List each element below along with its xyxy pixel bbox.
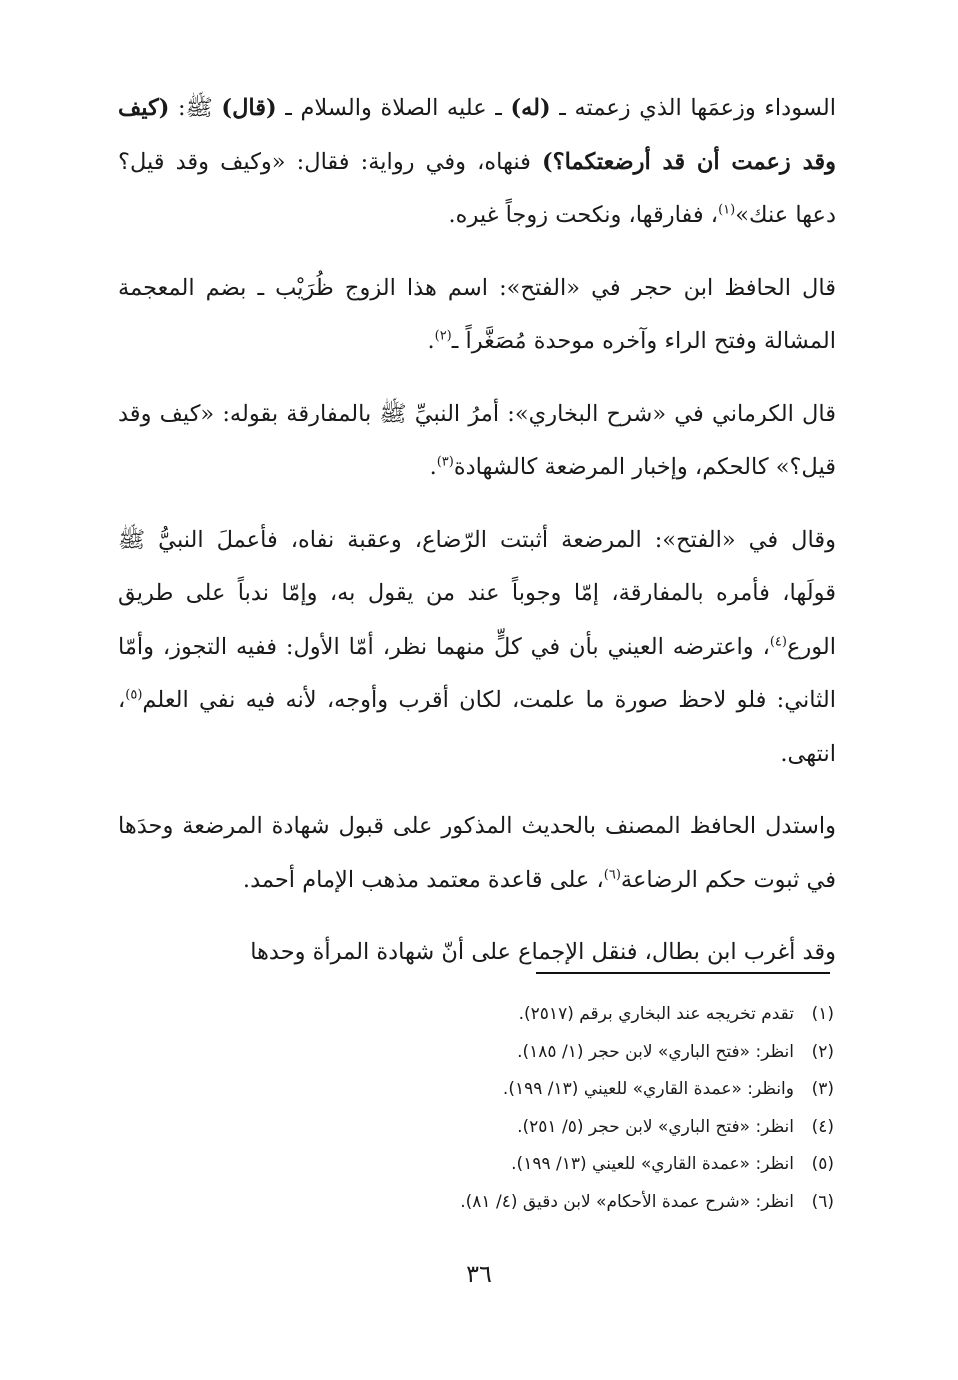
body-text: وقد أغرب ابن بطال، فنقل الإجماع على أنّ شهادة المرأة وحدها [250,939,836,965]
footnote-number: (٥) [811,1154,834,1174]
bold-text: (كيف وقد زعمت أن قد أرضعتكما؟) [118,95,836,175]
body-text: فنهاه، وفي رواية: فقال: «وكيف وقد قيل؟ دعها عنك» [118,148,836,228]
footnote-6 [274,1184,834,1222]
body-text: ، واعترضه العيني بأن في كلٍّ منهما نظر، أمّا الأول: ففيه التجوز، وأمّا الثاني: فلو لاحظ صورة ما علمت، لكان أقرب وأوجه، لأنه فيه نفي العلم [118,633,836,713]
body-text: قال الكرماني في «شرح البخاري»: أمرُ النبيِّ ﷺ بالمفارقة بقوله: «كيف وقد قيل؟» كالحكم، وإخبار المرضعة كالشهادة [118,400,836,480]
body-text: ﷺ: [169,95,222,121]
footnote-marker: (٤) [769,634,787,649]
body-text: . [429,454,437,480]
body-text: قال الحافظ ابن حجر في «الفتح»: اسم هذا الزوج ظُرَيْب ـ بضم المعجمة المشالة وفتح الراء وآخره موحدة مُصَغَّراً ـ [118,274,836,354]
footnote-5 [274,1146,834,1184]
footnote-text: انظر: «عمدة القاري» للعيني (١٣/ ١٩٩). [511,1154,794,1174]
page-number: ٣٦ [466,1260,492,1288]
bold-text: (له) [510,95,551,121]
footnote-text: انظر: «فتح الباري» لابن حجر (١/ ١٨٥). [517,1041,794,1062]
footnote-number: (٦) [811,1191,834,1212]
paragraph-2 [118,262,836,369]
paragraph-3 [118,388,836,495]
paragraph-1 [118,82,836,243]
footnote-number: (٢) [811,1041,834,1062]
footnote-3 [274,1071,834,1109]
body-text: . [427,328,435,354]
body-text: واستدل الحافظ المصنف بالحديث المذكور على قبول شهادة المرضعة وحدَها في ثبوت حكم الرضاعة [118,813,836,893]
footnote-marker: (١) [718,202,736,218]
bold-text: (قال) [221,95,277,121]
footnote-text: انظر: «فتح الباري» لابن حجر (٥/ ٢٥١). [517,1116,794,1137]
body-text: ـ عليه الصلاة والسلام ـ [276,95,511,121]
footnote-text: تقدم تخريجه عند البخاري برقم (٢٥١٧). [518,1004,794,1024]
footnote-marker: (٢) [434,328,452,344]
body-text: السوداء وزعمَها الذي زعمته ـ [550,95,836,121]
body-text: وقال في «الفتح»: المرضعة أثبتت الرّضاع، وعقبة نفاه، فأعملَ النبيُّ ﷺ قولَها، فأمره بالمفارقة، إمّا وجوباً عند من يقول به، وإمّا ندباً على طريق الورع [118,526,836,660]
footnote-separator [536,972,830,974]
footnotes [274,996,834,1221]
body-text: ، على قاعدة معتمد مذهب الإمام أحمد. [242,866,604,893]
footnote-marker: (٣) [436,454,454,470]
footnote-1 [274,996,834,1034]
footnote-marker: (٦) [603,867,621,882]
footnote-text: وانظر: «عمدة القاري» للعيني (١٣/ ١٩٩). [502,1079,794,1099]
footnote-number: (٣) [811,1079,834,1099]
footnote-2 [274,1034,834,1072]
paragraph-5 [118,800,836,907]
footnote-number: (١) [811,1004,834,1024]
paragraph-4 [118,514,836,782]
main-text [118,82,836,999]
body-text: ، انتهى. [118,687,836,767]
footnote-number: (٤) [811,1116,834,1137]
footnote-marker: (٥) [125,687,143,703]
footnote-4 [274,1109,834,1147]
footnote-text: انظر: «شرح عمدة الأحكام» لابن دقيق (٤/ ٨١). [460,1191,794,1212]
body-text: ، ففارقها، ونكحت زوجاً غيره. [448,202,719,228]
